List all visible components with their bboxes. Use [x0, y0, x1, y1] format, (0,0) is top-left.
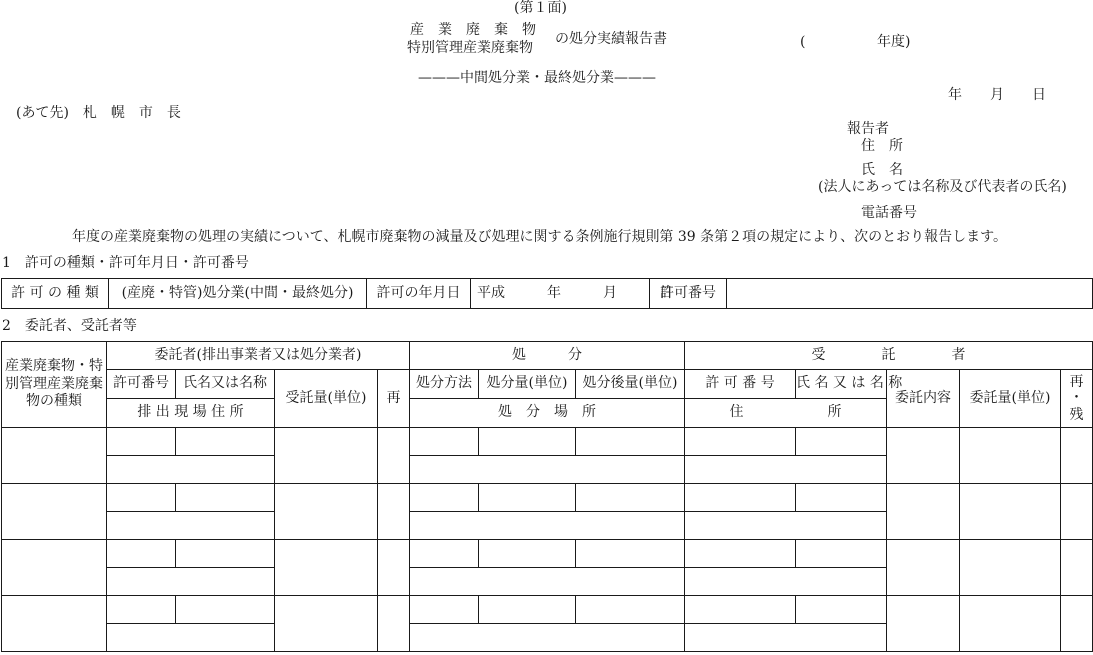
place-cell[interactable]	[410, 456, 685, 484]
consignor-site-cell[interactable]	[107, 512, 275, 540]
reporter-label: 報告者	[847, 121, 889, 137]
method-cell[interactable]	[410, 596, 479, 624]
entrust-content-cell[interactable]	[887, 428, 960, 484]
consignment-table	[1, 341, 1093, 652]
addressee: (あて先) 札 幌 市 長	[16, 105, 181, 121]
trustee-address-cell[interactable]	[685, 456, 887, 484]
title-line2: 特別管理産業廃棄物	[407, 40, 533, 56]
trustee-address-cell[interactable]	[685, 512, 887, 540]
consigned-amount-cell[interactable]	[275, 540, 378, 596]
re-cell[interactable]	[378, 428, 410, 484]
permit-date-value[interactable]: 平成 年 月 日	[471, 279, 650, 309]
table-row[interactable]	[2, 596, 107, 652]
consigned-amount-cell[interactable]	[275, 484, 378, 540]
trustee-permit-cell[interactable]	[685, 484, 796, 512]
consigned-amount-header: 受託量(単位)	[275, 370, 378, 428]
after-amount-cell[interactable]	[576, 540, 685, 568]
re-cell[interactable]	[378, 540, 410, 596]
trustee-name-header: 氏 名 又 は 名 称	[796, 370, 887, 399]
consignor-site-cell[interactable]	[107, 568, 275, 596]
title-year-open: (	[800, 34, 806, 50]
table-row[interactable]	[2, 428, 107, 484]
consignor-name-header: 氏名又は名称	[176, 370, 275, 399]
place-cell[interactable]	[410, 624, 685, 652]
re-zan-header	[1061, 370, 1093, 428]
title-line1: 産 業 廃 棄 物	[410, 22, 536, 38]
section1-heading: 1 許可の種類・許可年月日・許可番号	[2, 255, 249, 271]
permit-type-value: (産廃・特管)処分業(中間・最終処分)	[109, 279, 367, 309]
trustee-permit-header: 許 可 番 号	[685, 370, 796, 399]
re-zan-2: ・	[1069, 390, 1084, 407]
method-header: 処分方法	[410, 370, 479, 399]
method-cell[interactable]	[410, 484, 479, 512]
waste-type-header: 産業廃棄物・特別管理産業廃棄物の種類	[2, 342, 107, 428]
after-amount-cell[interactable]	[576, 428, 685, 456]
trustee-permit-cell[interactable]	[685, 596, 796, 624]
entrust-content-cell[interactable]	[887, 540, 960, 596]
trustee-address-cell[interactable]	[685, 568, 887, 596]
consigned-amount-cell[interactable]	[275, 596, 378, 652]
title-year-close: 年度)	[877, 34, 911, 50]
re-zan-3: 残	[1069, 406, 1084, 423]
after-amount-header: 処分後量(単位)	[576, 370, 685, 399]
section2-heading: 2 委託者、受託者等	[2, 318, 137, 334]
consignor-name-cell[interactable]	[176, 484, 275, 512]
method-cell[interactable]	[410, 428, 479, 456]
trustee-header: 受 託 者	[685, 342, 1093, 370]
permit-number-label: 許可番号	[650, 279, 727, 309]
consignor-permit-cell[interactable]	[107, 428, 176, 456]
entrust-content-cell[interactable]	[887, 484, 960, 540]
amount-header: 処分量(単位)	[479, 370, 576, 399]
re-cell[interactable]	[378, 484, 410, 540]
place-cell[interactable]	[410, 512, 685, 540]
consignor-site-header: 排 出 現 場 住 所	[107, 399, 275, 428]
reporter-name-note: (法人にあっては名称及び代表者の氏名)	[818, 179, 1067, 195]
method-cell[interactable]	[410, 540, 479, 568]
re-header: 再	[378, 370, 410, 428]
trustee-permit-cell[interactable]	[685, 540, 796, 568]
consignor-permit-cell[interactable]	[107, 484, 176, 512]
reporter-phone-label: 電話番号	[861, 205, 917, 221]
re-zan-cell[interactable]	[1061, 540, 1093, 596]
reporter-name-label: 氏 名	[861, 162, 903, 178]
re-zan-1: 再	[1069, 374, 1084, 391]
after-amount-cell[interactable]	[576, 484, 685, 512]
trustee-name-cell[interactable]	[796, 540, 887, 568]
trustee-name-cell[interactable]	[796, 596, 887, 624]
trustee-name-cell[interactable]	[796, 428, 887, 456]
table-row[interactable]	[2, 484, 107, 540]
re-zan-cell[interactable]	[1061, 484, 1093, 540]
entrust-amount-cell[interactable]	[960, 428, 1061, 484]
re-zan-cell[interactable]	[1061, 428, 1093, 484]
place-header: 処 分 場 所	[410, 399, 685, 428]
entrust-amount-cell[interactable]	[960, 484, 1061, 540]
consigned-amount-cell[interactable]	[275, 428, 378, 484]
consignor-permit-cell[interactable]	[107, 596, 176, 624]
entrust-amount-cell[interactable]	[960, 540, 1061, 596]
entrust-amount-header: 委託量(単位)	[960, 370, 1061, 428]
entrust-amount-cell[interactable]	[960, 596, 1061, 652]
consignor-permit-cell[interactable]	[107, 540, 176, 568]
title-suffix: の処分実績報告書	[555, 31, 667, 47]
permit-type-label: 許 可 の 種 類	[2, 279, 109, 309]
after-amount-cell[interactable]	[576, 596, 685, 624]
disposal-header: 処 分	[410, 342, 685, 370]
consignor-site-cell[interactable]	[107, 624, 275, 652]
re-cell[interactable]	[378, 596, 410, 652]
amount-cell[interactable]	[479, 484, 576, 512]
trustee-address-header: 住 所	[685, 399, 887, 428]
amount-cell[interactable]	[479, 596, 576, 624]
place-cell[interactable]	[410, 568, 685, 596]
trustee-address-cell[interactable]	[685, 624, 887, 652]
title-subtitle: ———中間処分業・最終処分業———	[418, 70, 656, 86]
body-text: 年度の産業廃棄物の処理の実績について、札幌市廃棄物の減量及び処理に関する条例施行規則第 39 条第２項の規定により、次のとおり報告します。	[72, 229, 1008, 245]
amount-cell[interactable]	[479, 540, 576, 568]
reporter-address-label: 住 所	[861, 138, 903, 154]
entrust-content-header: 委託内容	[887, 370, 960, 428]
page-label: (第１面)	[514, 0, 567, 16]
consignor-header: 委託者(排出事業者又は処分業者)	[107, 342, 410, 370]
permit-table	[1, 278, 1093, 309]
trustee-name-cell[interactable]	[796, 484, 887, 512]
table-row[interactable]	[2, 540, 107, 596]
consignor-name-cell[interactable]	[176, 596, 275, 624]
entrust-content-cell[interactable]	[887, 596, 960, 652]
permit-number-value[interactable]	[727, 279, 1093, 309]
consignor-permit-header: 許可番号	[107, 370, 176, 399]
amount-cell[interactable]	[479, 428, 576, 456]
permit-date-label: 許可の年月日	[367, 279, 471, 309]
trustee-permit-cell[interactable]	[685, 428, 796, 456]
consignor-site-cell[interactable]	[107, 456, 275, 484]
re-zan-cell[interactable]	[1061, 596, 1093, 652]
consignor-name-cell[interactable]	[176, 540, 275, 568]
consignor-name-cell[interactable]	[176, 428, 275, 456]
date-line: 年 月 日	[948, 87, 1046, 103]
